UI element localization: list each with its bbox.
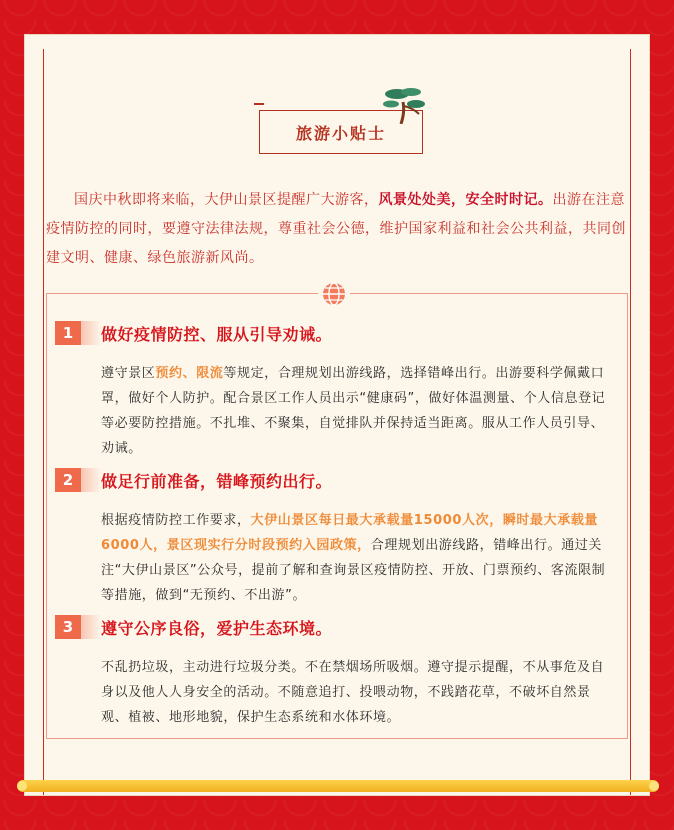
intro-highlight: 风景处处美，安全时时记。 [378,192,553,208]
tip-body [101,508,611,608]
tip-title: 做好疫情防控、服从引导劝诫。 [101,325,333,344]
tip-number: 3 [55,615,81,639]
scroll-rod [17,780,659,792]
intro-text: 国庆中秋即将来临，大伊山景区提醒广大游客， [74,192,379,208]
tip-number: 1 [55,321,81,345]
intro-paragraph [46,186,630,273]
tip-body-text: 根据疫情防控工作要求， [101,513,251,528]
tip-title: 遵守公序良俗，爱护生态环境。 [101,619,333,638]
pine-tree-icon [383,84,425,124]
tip-body [101,361,611,461]
tip-body: 不乱扔垃圾，主动进行垃圾分类。不在禁烟场所吸烟。遵守提示提醒，不从事危及自身以及他人人身安全的活动。不随意追打、投喂动物，不践踏花草，不破坏自然景观、植被、地形地貌，保护生态系统和水体环境。 [101,660,605,725]
tip-body-text-rest: 等规定，合理规划出游线路，选择错峰出行。出游要科学佩戴口罩，做好个人防护。配合景区工作人员出示“健康码”，做好体温测量、个人信息登记等必要防控措施。不扎堆、不聚集，自觉排队并保持适当距离。服从工作人员引导、劝诫。 [101,366,606,456]
tip-body-highlight: 预约、限流 [155,366,224,381]
tip-title: 做足行前准备，错峰预约出行。 [101,472,333,491]
page-title: 旅游小贴士 [295,123,386,143]
tip-body-text: 遵守景区 [101,366,156,381]
globe-icon [318,280,350,308]
tip-body-highlight: 大伊山景区每日最大承载量15000人次，瞬时最大承载量6000人，景区现实行分时段预约入园政策， [101,513,599,553]
tip-body-text-rest: 合理规划出游线路，错峰出行。通过关注“大伊山景区”公众号，提前了解和查询景区疫情防控、开放、门票预约、客流限制等措施，做到“无预约、不出游”。 [101,538,606,603]
tip-number: 2 [55,468,81,492]
intro-text-rest: 出游在注意疫情防控的同时，要遵守法律法规，尊重社会公德，维护国家利益和社会公共利益，共同创建文明、健康、绿色旅游新风尚。 [46,192,626,266]
